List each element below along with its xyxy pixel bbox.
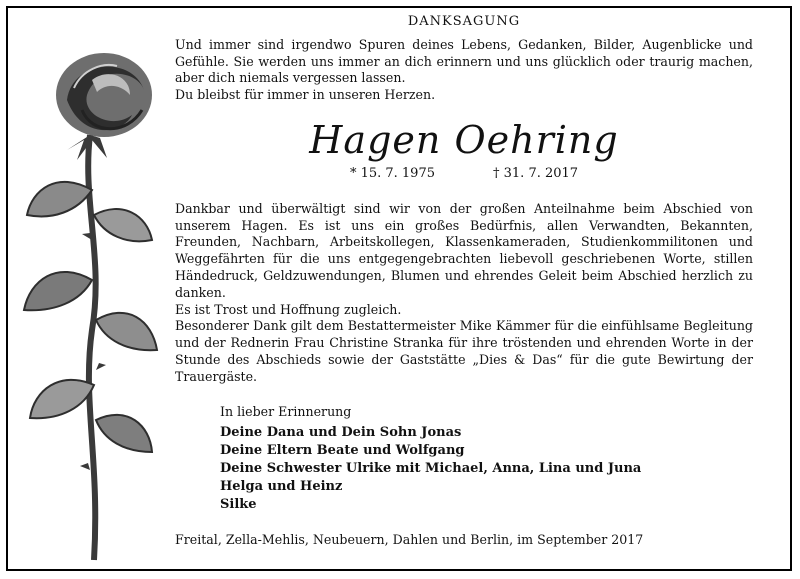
family-line: Deine Schwester Ulrike mit Michael, Anna, Lina und Juna: [220, 461, 642, 477]
intro-closing-line: Du bleibst für immer in unseren Herzen.: [175, 87, 436, 103]
comfort-line: Es ist Trost und Hoffnung zugleich.: [175, 301, 402, 317]
life-dates: [175, 166, 753, 183]
thanks-paragraph: Dankbar und überwältigt sind wir von der großen Anteilnahme beim Abschied von unserem Hagen. Es ist uns ein großes Bedürfnis, allen Verwandten, Bekannten, Freunden, Nachbarn, Arbeitskollegen, Klassenkameraden, Studienkommilitonen und Weggefährten für die uns entgegengebrachten liebevoll geschriebenen Worte, stillen Händedruck, Geldzuwendungen, Blumen und ehrendes Geleit beim Abschied herzlich zu danken.: [175, 200, 753, 300]
deceased-name: Hagen Oehring: [309, 117, 619, 162]
family-line: Deine Eltern Beate und Wolfgang: [220, 443, 465, 459]
family-line: Helga und Heinz: [220, 479, 343, 495]
family-line: Deine Dana und Dein Sohn Jonas: [220, 425, 462, 441]
family-line: Silke: [220, 497, 257, 513]
notice-content: [175, 14, 753, 549]
death-date: † 31. 7. 2017: [493, 165, 579, 181]
location-date-footer: Freital, Zella-Mehlis, Neubeuern, Dahlen und Berlin, im September 2017: [175, 532, 644, 548]
rose-stem: [88, 135, 95, 560]
rose-flower: [56, 53, 152, 137]
notice-heading: DANKSAGUNG: [407, 14, 521, 29]
special-thanks-paragraph: Besonderer Dank gilt dem Bestattermeister Mike Kämmer für die einfühlsame Begleitung und der Rednerin Frau Christine Stranka für ihre tröstenden und ehrenden Worte in der Stunde des Abschieds sowie der Gaststätte „Dies & Das“ für die gute Bewirtung der Trauergäste.: [175, 318, 753, 384]
memory-section: [220, 404, 753, 515]
rose-illustration: [12, 40, 162, 565]
memory-intro: In lieber Erinnerung: [220, 403, 352, 419]
intro-paragraph: Und immer sind irgendwo Spuren deines Lebens, Gedanken, Bilder, Augenblicke und Gefühle. Sie werden uns immer an dich erinnern und uns glücklich oder traurig machen, aber dich niemals vergessen lassen.: [175, 36, 753, 86]
birth-date: * 15. 7. 1975: [349, 165, 435, 181]
